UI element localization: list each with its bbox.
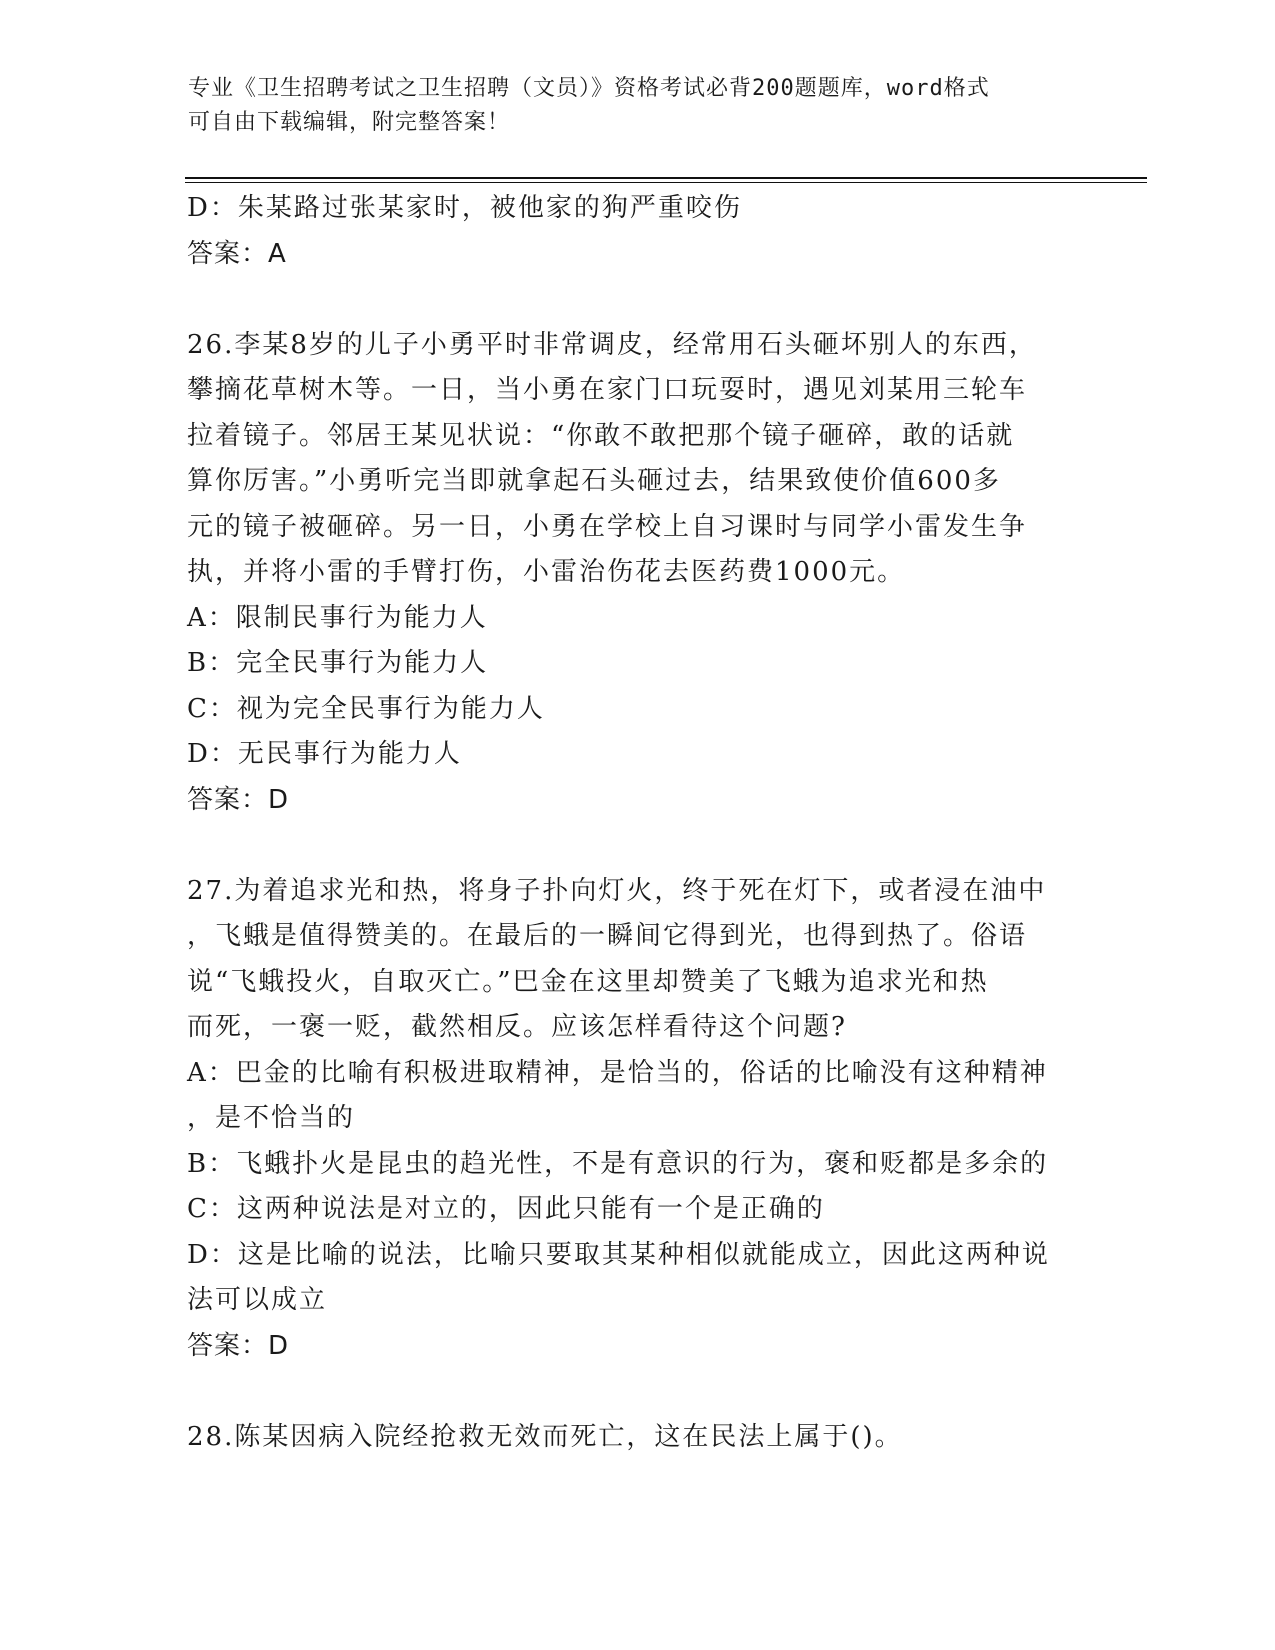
spacer: [187, 823, 1077, 869]
q25-answer: 答案：A: [187, 238, 287, 269]
header-title-line-2: 可自由下载编辑，附完整答案！: [188, 110, 511, 135]
q28-stem-line: 28.陈某因病入院经抢救无效而死亡，这在民法上属于()。: [187, 1421, 903, 1452]
q27-stem-line: 说“飞蛾投火，自取灭亡。”巴金在这里却赞美了飞蛾为追求光和热: [187, 966, 989, 997]
header-title-line-1: 专业《卫生招聘考试之卫生招聘（文员）》资格考试必背200题题库，word格式: [188, 76, 990, 101]
q27-option-c: C：这两种说法是对立的，因此只能有一个是正确的: [187, 1194, 825, 1224]
q27-option-d-cont: 法可以成立: [187, 1285, 328, 1315]
page-header: [188, 72, 1068, 140]
q26-stem-line: 26.李某8岁的儿子小勇平时非常调皮，经常用石头砸坏别人的东西，: [187, 329, 1037, 360]
q26-option-b: B：完全民事行为能力人: [187, 648, 489, 678]
q27-option-b: B：飞蛾扑火是昆虫的趋光性，不是有意识的行为，褒和贬都是多余的: [187, 1148, 1049, 1179]
q26-option-c: C：视为完全民事行为能力人: [187, 693, 545, 724]
q26-answer: 答案：D: [187, 784, 290, 815]
question-26: [187, 323, 1077, 824]
q27-stem-line: 27.为着追求光和热，将身子扑向灯火，终于死在灯下，或者浸在油中: [187, 875, 1047, 906]
q27-answer: 答案：D: [187, 1330, 290, 1361]
q26-stem-line: 算你厉害。”小勇听完当即就拿起石头砸过去，结果致使价值600多: [187, 466, 1001, 496]
q27-option-a: A：巴金的比喻有积极进取精神，是恰当的，俗话的比喻没有这种精神: [187, 1057, 1048, 1088]
question-25-tail: [187, 186, 1077, 277]
q26-stem-line: 拉着镜子。邻居王某见状说：“你敢不敢把那个镜子砸碎，敢的话就: [187, 420, 1015, 451]
q27-option-a-cont: ，是不恰当的: [187, 1103, 356, 1133]
q25-option-d: D：朱某路过张某家时，被他家的狗严重咬伤: [187, 193, 742, 223]
q26-stem-line: 元的镜子被砸碎。另一日，小勇在学校上自习课时与同学小雷发生争: [187, 511, 1028, 542]
q26-option-a: A：限制民事行为能力人: [187, 602, 488, 633]
q26-stem-line: 执，并将小雷的手臂打伤，小雷治伤花去医药费1000元。: [187, 557, 906, 587]
q27-stem-line: ，飞蛾是值得赞美的。在最后的一瞬间它得到光，也得到热了。俗语: [187, 921, 1028, 951]
header-divider-thin: [185, 182, 1147, 183]
q26-option-d: D：无民事行为能力人: [187, 739, 462, 769]
question-27: [187, 869, 1077, 1370]
spacer: [187, 1369, 1077, 1415]
question-content: [187, 186, 1077, 1460]
header-divider-thick: [185, 177, 1147, 179]
question-28: [187, 1415, 1077, 1461]
q27-stem-line: 而死，一褒一贬，截然相反。应该怎样看待这个问题?: [187, 1012, 847, 1042]
q27-option-d: D：这是比喻的说法，比喻只要取其某种相似就能成立，因此这两种说: [187, 1239, 1050, 1270]
spacer: [187, 277, 1077, 323]
q26-stem-line: 攀摘花草树木等。一日，当小勇在家门口玩耍时，遇见刘某用三轮车: [187, 375, 1028, 405]
